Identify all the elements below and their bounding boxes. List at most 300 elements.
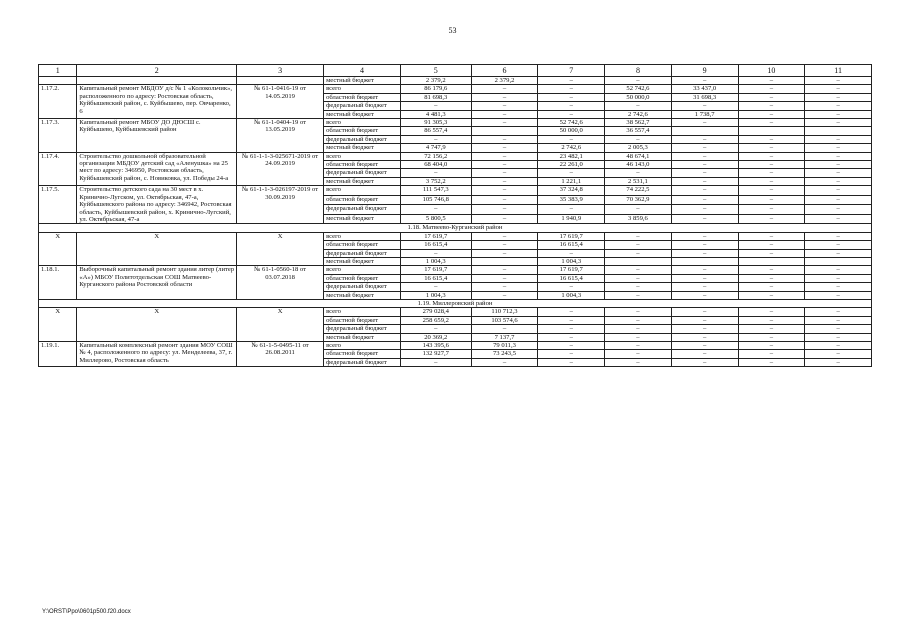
value-cell: 68 404,0 (400, 161, 471, 169)
item-name: Выборочный капитальный ремонт здания литер (литер «А») МБОУ Политотдельская СОШ Матвеево-Курганского района Ростовской области (77, 266, 237, 300)
value-cell: – (400, 283, 471, 291)
value-cell: – (605, 342, 672, 350)
value-cell: 86 179,6 (400, 85, 471, 93)
district-header-row (39, 299, 872, 307)
budget-type-cell: местный бюджет (324, 214, 401, 224)
value-cell: – (805, 266, 872, 274)
value-cell (738, 127, 805, 135)
value-cell: 2 742,6 (538, 144, 605, 152)
item-name: X (77, 308, 237, 342)
value-cell: 1 221,1 (538, 177, 605, 185)
empty-cell (77, 77, 237, 85)
value-cell: – (671, 161, 738, 169)
budget-type-cell: местный бюджет (324, 291, 401, 299)
value-cell: 110 712,3 (471, 308, 538, 316)
value-cell: 3 752,2 (400, 177, 471, 185)
budget-type-cell: всего (324, 342, 401, 350)
value-cell: 72 156,2 (400, 152, 471, 160)
value-cell: – (805, 205, 872, 215)
budget-type-cell: всего (324, 266, 401, 274)
value-cell: – (738, 110, 805, 118)
value-cell: – (605, 308, 672, 316)
value-cell: 2 005,3 (605, 144, 672, 152)
item-name: Капитальный ремонт МБДОУ д/с № 1 «Колокольчик», расположенного по адресу: Ростовская область, Куйбышевский район, с. Куйбышево, пер. Овчаренко, 6 (77, 85, 237, 119)
district-header-row (39, 224, 872, 232)
value-cell: – (471, 93, 538, 101)
value-cell: – (605, 169, 672, 177)
document-reference: X (237, 232, 324, 266)
value-cell: 74 222,5 (605, 186, 672, 196)
value-cell: – (671, 308, 738, 316)
value-cell: – (671, 333, 738, 341)
value-cell: 38 562,7 (605, 119, 672, 127)
value-cell: – (805, 177, 872, 185)
value-cell: – (738, 169, 805, 177)
value-cell (805, 127, 872, 135)
value-cell: 16 615,4 (538, 274, 605, 282)
value-cell: 2 379,2 (471, 77, 538, 85)
budget-type-cell: федеральный бюджет (324, 135, 401, 143)
value-cell: – (471, 291, 538, 299)
table-row (39, 232, 872, 240)
value-cell: – (738, 291, 805, 299)
value-cell: – (400, 102, 471, 110)
value-cell (471, 257, 538, 265)
table-row (39, 152, 872, 160)
value-cell: – (538, 169, 605, 177)
budget-type-cell: местный бюджет (324, 333, 401, 341)
item-number: 1.17.3. (39, 119, 77, 153)
value-cell: – (605, 333, 672, 341)
header-row (39, 65, 872, 77)
value-cell: – (471, 249, 538, 257)
value-cell: – (738, 161, 805, 169)
value-cell: – (805, 85, 872, 93)
value-cell: – (805, 169, 872, 177)
value-cell: 20 369,2 (400, 333, 471, 341)
header-cell: 1 (39, 65, 77, 77)
value-cell: – (400, 325, 471, 333)
budget-type-cell: всего (324, 308, 401, 316)
value-cell: – (471, 161, 538, 169)
value-cell: 52 742,6 (538, 119, 605, 127)
value-cell: – (671, 316, 738, 324)
value-cell: – (671, 291, 738, 299)
value-cell: – (538, 102, 605, 110)
value-cell: – (738, 342, 805, 350)
value-cell: – (605, 77, 672, 85)
value-cell: 2 742,6 (605, 110, 672, 118)
budget-type-cell: местный бюджет (324, 177, 401, 185)
budget-type-cell: областной бюджет (324, 195, 401, 205)
value-cell: – (400, 205, 471, 215)
value-cell: – (400, 135, 471, 143)
value-cell: 35 383,9 (538, 195, 605, 205)
value-cell: – (538, 325, 605, 333)
value-cell: – (805, 110, 872, 118)
value-cell: – (605, 102, 672, 110)
value-cell: – (738, 316, 805, 324)
item-number: 1.17.4. (39, 152, 77, 186)
value-cell: – (738, 358, 805, 366)
value-cell: – (805, 195, 872, 205)
budget-type-cell: местный бюджет (324, 77, 401, 85)
value-cell: – (671, 152, 738, 160)
value-cell: – (671, 358, 738, 366)
table-row (39, 186, 872, 196)
value-cell: – (738, 85, 805, 93)
value-cell: – (471, 214, 538, 224)
value-cell: 105 746,8 (400, 195, 471, 205)
value-cell: – (738, 77, 805, 85)
value-cell: – (671, 195, 738, 205)
header-cell: 8 (605, 65, 672, 77)
value-cell: – (471, 266, 538, 274)
value-cell: 5 800,5 (400, 214, 471, 224)
value-cell: – (538, 283, 605, 291)
value-cell (605, 257, 672, 265)
value-cell: – (805, 333, 872, 341)
value-cell: – (605, 205, 672, 215)
value-cell: – (738, 333, 805, 341)
value-cell: – (738, 93, 805, 101)
value-cell: 17 619,7 (400, 266, 471, 274)
budget-type-cell: областной бюджет (324, 316, 401, 324)
value-cell: 1 004,3 (400, 291, 471, 299)
value-cell: 4 481,3 (400, 110, 471, 118)
value-cell: 73 243,5 (471, 350, 538, 358)
value-cell (738, 257, 805, 265)
value-cell: – (605, 358, 672, 366)
table-row (39, 119, 872, 127)
document-reference: № 61-1-5-0495-11 от 26.08.2011 (237, 342, 324, 367)
value-cell: 16 615,4 (400, 274, 471, 282)
value-cell: 91 305,3 (400, 119, 471, 127)
value-cell: – (605, 291, 672, 299)
budget-type-cell: областной бюджет (324, 274, 401, 282)
value-cell: – (671, 77, 738, 85)
value-cell: – (671, 177, 738, 185)
value-cell: – (738, 177, 805, 185)
value-cell: 37 324,8 (538, 186, 605, 196)
value-cell: – (538, 350, 605, 358)
value-cell: 46 143,0 (605, 161, 672, 169)
item-number: 1.17.5. (39, 186, 77, 224)
value-cell: – (738, 195, 805, 205)
budget-type-cell: федеральный бюджет (324, 249, 401, 257)
value-cell: – (471, 195, 538, 205)
value-cell: 48 674,1 (605, 152, 672, 160)
item-number: 1.17.2. (39, 85, 77, 119)
value-cell: – (805, 77, 872, 85)
value-cell: 50 000,0 (605, 93, 672, 101)
document-reference: № 61-1-0404-19 от 13.05.2019 (237, 119, 324, 153)
header-cell: 4 (324, 65, 401, 77)
budget-type-cell: областной бюджет (324, 241, 401, 249)
value-cell: – (738, 102, 805, 110)
header-cell: 2 (77, 65, 237, 77)
value-cell: – (738, 325, 805, 333)
value-cell: – (671, 266, 738, 274)
district-title: 1.18. Матвеево-Курганский район (39, 224, 872, 232)
header-cell: 7 (538, 65, 605, 77)
value-cell: – (671, 119, 738, 127)
value-cell: – (738, 135, 805, 143)
value-cell: 50 000,0 (538, 127, 605, 135)
value-cell: – (671, 232, 738, 240)
value-cell: 33 437,0 (671, 85, 738, 93)
value-cell: 1 004,3 (538, 257, 605, 265)
item-number: X (39, 308, 77, 342)
value-cell: 279 028,4 (400, 308, 471, 316)
value-cell: 4 747,9 (400, 144, 471, 152)
value-cell: 1 004,3 (400, 257, 471, 265)
budget-type-cell: федеральный бюджет (324, 205, 401, 215)
item-number: 1.18.1. (39, 266, 77, 300)
value-cell: – (471, 85, 538, 93)
value-cell: 70 362,9 (605, 195, 672, 205)
value-cell: – (538, 110, 605, 118)
value-cell: 31 698,3 (671, 93, 738, 101)
value-cell: – (538, 135, 605, 143)
budget-type-cell: федеральный бюджет (324, 169, 401, 177)
value-cell: – (538, 342, 605, 350)
document-reference: № 61-1-0560-18 от 03.07.2018 (237, 266, 324, 300)
header-cell: 3 (237, 65, 324, 77)
value-cell: – (805, 342, 872, 350)
budget-type-cell: всего (324, 119, 401, 127)
document-reference: № 61-1-0416-19 от 14.05.2019 (237, 85, 324, 119)
value-cell: – (471, 152, 538, 160)
value-cell: 143 395,6 (400, 342, 471, 350)
value-cell: 1 738,7 (671, 110, 738, 118)
value-cell: – (805, 274, 872, 282)
value-cell: – (805, 358, 872, 366)
value-cell: – (671, 325, 738, 333)
value-cell: 23 482,1 (538, 152, 605, 160)
value-cell: – (805, 214, 872, 224)
value-cell: – (738, 274, 805, 282)
value-cell (471, 127, 538, 135)
value-cell: 36 557,4 (605, 127, 672, 135)
value-cell: – (805, 350, 872, 358)
budget-type-cell: местный бюджет (324, 144, 401, 152)
value-cell: 86 557,4 (400, 127, 471, 135)
value-cell: 132 927,7 (400, 350, 471, 358)
value-cell: – (471, 177, 538, 185)
value-cell: – (671, 350, 738, 358)
value-cell: – (605, 249, 672, 257)
value-cell: – (605, 325, 672, 333)
value-cell: 17 619,7 (538, 266, 605, 274)
value-cell: – (538, 205, 605, 215)
value-cell: – (471, 283, 538, 291)
value-cell: – (605, 232, 672, 240)
value-cell: 81 698,3 (400, 93, 471, 101)
value-cell: – (738, 266, 805, 274)
value-cell: – (738, 119, 805, 127)
value-cell: – (471, 186, 538, 196)
budget-type-cell: областной бюджет (324, 127, 401, 135)
value-cell: 1 004,3 (538, 291, 605, 299)
table-row (39, 85, 872, 93)
item-number: 1.19.1. (39, 342, 77, 367)
value-cell: – (671, 249, 738, 257)
budget-type-cell: всего (324, 85, 401, 93)
item-name: Капитальный комплексный ремонт здания МОУ СОШ № 4, расположенного по адресу: ул. Менделеева, 37, г. Миллерово, Ростовская область (77, 342, 237, 367)
value-cell: 258 659,2 (400, 316, 471, 324)
value-cell: – (538, 333, 605, 341)
value-cell: – (538, 85, 605, 93)
budget-type-cell: областной бюджет (324, 93, 401, 101)
value-cell: – (805, 152, 872, 160)
item-name: Строительство дошкольной образовательной организации МБДОУ детский сад «Аленушка» на 25 мест по адресу: 346950, Ростовская область, Куйбышевский район, с. Новиковка, ул. Победы 24-а (77, 152, 237, 186)
value-cell: – (671, 214, 738, 224)
header-cell: 6 (471, 65, 538, 77)
document-reference: X (237, 308, 324, 342)
value-cell: – (805, 241, 872, 249)
value-cell: – (738, 214, 805, 224)
document-reference: № 61-1-1-3-025671-2019 от 24.09.2019 (237, 152, 324, 186)
value-cell: – (671, 144, 738, 152)
table-row (39, 77, 872, 85)
value-cell: – (605, 274, 672, 282)
value-cell: – (538, 308, 605, 316)
value-cell: 103 574,6 (471, 316, 538, 324)
value-cell: – (805, 283, 872, 291)
value-cell: – (400, 169, 471, 177)
budget-table (38, 64, 872, 367)
value-cell: – (471, 232, 538, 240)
value-cell: – (605, 135, 672, 143)
value-cell: – (671, 102, 738, 110)
value-cell: – (805, 161, 872, 169)
budget-type-cell: всего (324, 186, 401, 196)
value-cell: – (605, 266, 672, 274)
table-row (39, 266, 872, 274)
district-title: 1.19. Миллеровский район (39, 299, 872, 307)
value-cell: – (738, 205, 805, 215)
value-cell (671, 127, 738, 135)
document-reference: № 61-1-1-3-026197-2019 от 30.09.2019 (237, 186, 324, 224)
budget-type-cell: всего (324, 152, 401, 160)
value-cell: – (471, 358, 538, 366)
table-body (39, 65, 872, 367)
value-cell: – (538, 316, 605, 324)
value-cell: – (671, 274, 738, 282)
value-cell: – (738, 308, 805, 316)
value-cell: – (738, 144, 805, 152)
value-cell: – (400, 249, 471, 257)
value-cell: 111 547,3 (400, 186, 471, 196)
value-cell: – (471, 144, 538, 152)
value-cell: – (471, 110, 538, 118)
value-cell: – (805, 135, 872, 143)
value-cell: – (538, 249, 605, 257)
value-cell: – (671, 241, 738, 249)
value-cell: – (805, 325, 872, 333)
value-cell: – (538, 93, 605, 101)
value-cell: – (671, 283, 738, 291)
budget-type-cell: местный бюджет (324, 257, 401, 265)
value-cell: – (471, 274, 538, 282)
value-cell: – (671, 169, 738, 177)
value-cell: – (538, 358, 605, 366)
value-cell (671, 257, 738, 265)
value-cell: – (738, 283, 805, 291)
value-cell: – (805, 316, 872, 324)
value-cell: – (738, 232, 805, 240)
value-cell: – (805, 119, 872, 127)
value-cell: 52 742,6 (605, 85, 672, 93)
item-number: X (39, 232, 77, 266)
value-cell: 17 619,7 (538, 232, 605, 240)
budget-type-cell: всего (324, 232, 401, 240)
value-cell: – (805, 186, 872, 196)
header-cell: 5 (400, 65, 471, 77)
budget-type-cell: областной бюджет (324, 350, 401, 358)
value-cell: 16 615,4 (538, 241, 605, 249)
value-cell: 79 011,3 (471, 342, 538, 350)
value-cell: 17 619,7 (400, 232, 471, 240)
value-cell: – (538, 77, 605, 85)
value-cell: – (471, 325, 538, 333)
value-cell: – (805, 102, 872, 110)
value-cell: – (738, 241, 805, 249)
value-cell: – (671, 135, 738, 143)
value-cell: 7 137,7 (471, 333, 538, 341)
budget-type-cell: областной бюджет (324, 161, 401, 169)
value-cell: 3 859,6 (605, 214, 672, 224)
empty-cell (39, 77, 77, 85)
value-cell: – (471, 169, 538, 177)
value-cell: – (805, 232, 872, 240)
value-cell: – (805, 144, 872, 152)
budget-type-cell: федеральный бюджет (324, 358, 401, 366)
value-cell: 22 261,0 (538, 161, 605, 169)
value-cell: – (738, 350, 805, 358)
value-cell: – (671, 186, 738, 196)
value-cell: – (605, 350, 672, 358)
value-cell: – (671, 342, 738, 350)
value-cell: – (471, 119, 538, 127)
item-name: Строительство детского сада на 30 мест в х. Кринично-Лугском, ул. Октябрьская, 47-а, Куйбышевского района по адресу: 346942, Ростовская область, Куйбышевский район, х. Кринично-Лугский, ул. Октябрьская, 47-а (77, 186, 237, 224)
value-cell: – (471, 205, 538, 215)
budget-type-cell: федеральный бюджет (324, 102, 401, 110)
value-cell: – (605, 241, 672, 249)
table-row (39, 308, 872, 316)
empty-cell (237, 77, 324, 85)
item-name: Капитальный ремонт МБОУ ДО ДЮСШ с. Куйбышево, Куйбышевский район (77, 119, 237, 153)
value-cell: – (471, 102, 538, 110)
header-cell: 10 (738, 65, 805, 77)
value-cell: – (738, 186, 805, 196)
value-cell: – (738, 152, 805, 160)
value-cell (805, 257, 872, 265)
value-cell: – (471, 135, 538, 143)
value-cell: – (805, 291, 872, 299)
table-row (39, 342, 872, 350)
budget-type-cell: федеральный бюджет (324, 325, 401, 333)
value-cell: 2 379,2 (400, 77, 471, 85)
header-cell: 9 (671, 65, 738, 77)
value-cell: – (805, 93, 872, 101)
value-cell: – (605, 316, 672, 324)
value-cell: – (738, 249, 805, 257)
header-cell: 11 (805, 65, 872, 77)
value-cell: – (671, 205, 738, 215)
value-cell: – (400, 358, 471, 366)
